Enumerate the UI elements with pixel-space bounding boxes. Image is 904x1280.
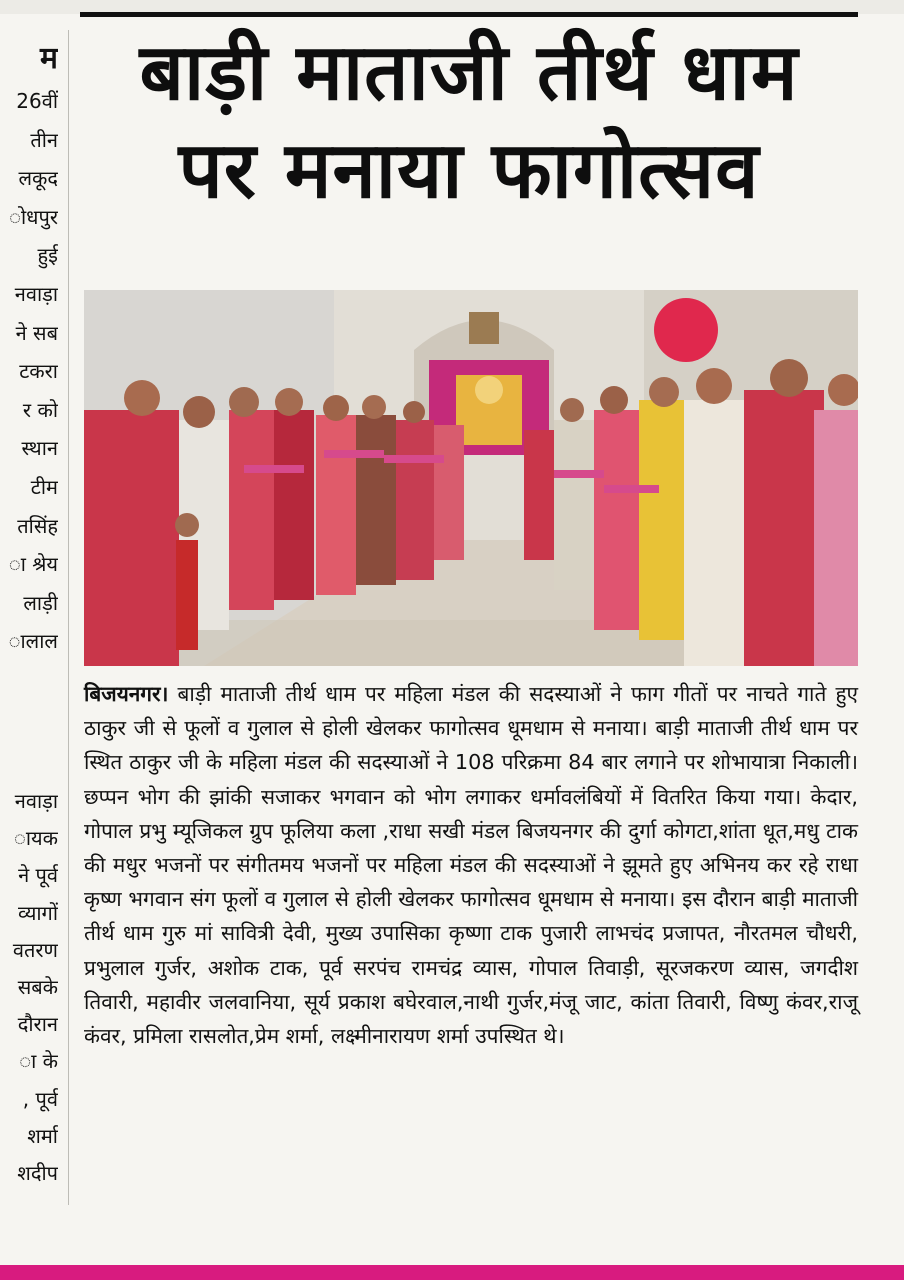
headline-line-2: पर मनाया फागोत्सव bbox=[178, 126, 760, 216]
left-column-line: टीम bbox=[30, 475, 58, 499]
left-column-line: ोधपुर bbox=[9, 204, 58, 229]
left-column-line: नवाड़ा bbox=[14, 282, 58, 306]
left-column-line: हुई bbox=[37, 243, 58, 268]
left-column-line: व्यागों bbox=[17, 900, 58, 925]
left-column-line: तीन bbox=[30, 127, 58, 152]
left-column-line: टकरा bbox=[19, 359, 58, 384]
photo-women-at-temple-icon bbox=[84, 290, 858, 666]
left-column-line: ा श्रेय bbox=[8, 552, 58, 577]
left-column-line: 26वीं bbox=[16, 89, 58, 113]
left-column-line: म bbox=[40, 41, 58, 76]
left-column-line: वतरण bbox=[12, 937, 58, 962]
accent-bar bbox=[0, 1265, 904, 1280]
headline-line-1: बाड़ी माताजी तीर्थ धाम bbox=[139, 28, 799, 118]
article-text: बाड़ी माताजी तीर्थ धाम पर महिला मंडल की सदस्याओं ने फाग गीतों पर नाचते गाते हुए ठाकुर जी से फूलों व गुलाल से होली खेलकर फागोत्सव धूमधाम से मनाया। बाड़ी माताजी तीर्थ धाम पर स्थित ठाकुर जी के महिला मंडल की सदस्याओं ने 108 परिक्रमा 84 बार लगाने पर शोभायात्रा निकाली। छप्पन भोग की झांकी सजाकर भगवान को भोग लगाकर धर्मावलंबियों में वितरित किया गया। केदार, गोपाल प्रभु म्यूजिकल ग्रुप फूलिया कला ,राधा सखी मंडल बिजयनगर की दुर्गा कोगटा,शांता धूत,मधु टाक की मधुर भजनों पर संगीतमय भजनों पर महिला मंडल की सदस्याओं ने झूमते हुए अभिनय कर रहे राधा कृष्ण भगवान संग फूलों व गुलाल से होली खेलकर फागोत्सव धूमधाम से मनाया। इस दौरान बाड़ी माताजी तीर्थ धाम गुरु मां सावित्री देवी, मुख्य उपासिका कृष्णा टाक पुजारी लाभचंद प्रजापत, नौरतमल चौधरी, प्रभुलाल गुर्जर, अशोक टाक, पूर्व सरपंच रामचंद्र व्यास, गोपाल तिवाड़ी, सूरजकरण व्यास, जगदीश तिवारी, महावीर जलवानिया, सूर्य प्रकाश बघेरवाल,नाथी गुर्जर,मंजू जाट, कांता तिवारी, विष्णु कंवर,राजू कंवर, प्रमिला रासलोत,प्रेम शर्मा, लक्ष्मीनारायण शर्मा उपस्थित थे। bbox=[84, 682, 858, 1049]
left-column-line: शर्मा bbox=[27, 1123, 58, 1148]
left-column-line: ने सब bbox=[15, 320, 58, 345]
left-column-line: दौरान bbox=[17, 1012, 58, 1037]
left-column-line: तसिंह bbox=[17, 513, 58, 538]
column-divider bbox=[68, 30, 69, 1205]
left-column-line: , पूर्व bbox=[22, 1086, 58, 1111]
left-column-line: शदीप bbox=[17, 1161, 58, 1185]
left-column-line: ने पूर्व bbox=[18, 863, 58, 888]
left-column-line: ायक bbox=[13, 826, 58, 851]
article-body bbox=[84, 677, 858, 1053]
left-column-line: स्थान bbox=[21, 436, 58, 461]
left-column-line: लकूद bbox=[18, 166, 58, 191]
left-column-line: र को bbox=[22, 397, 58, 422]
left-column-line: ालाल bbox=[8, 629, 58, 654]
top-rule bbox=[80, 12, 858, 17]
left-column-line: नवाड़ा bbox=[14, 789, 58, 813]
news-photo bbox=[84, 290, 858, 666]
left-column-line: लाड़ी bbox=[23, 590, 58, 615]
dateline: बिजयनगर। bbox=[84, 682, 169, 706]
headline bbox=[80, 24, 858, 220]
left-column-text bbox=[0, 30, 58, 1210]
left-column-line: सबके bbox=[17, 975, 58, 999]
left-column-line: ा के bbox=[19, 1049, 58, 1074]
